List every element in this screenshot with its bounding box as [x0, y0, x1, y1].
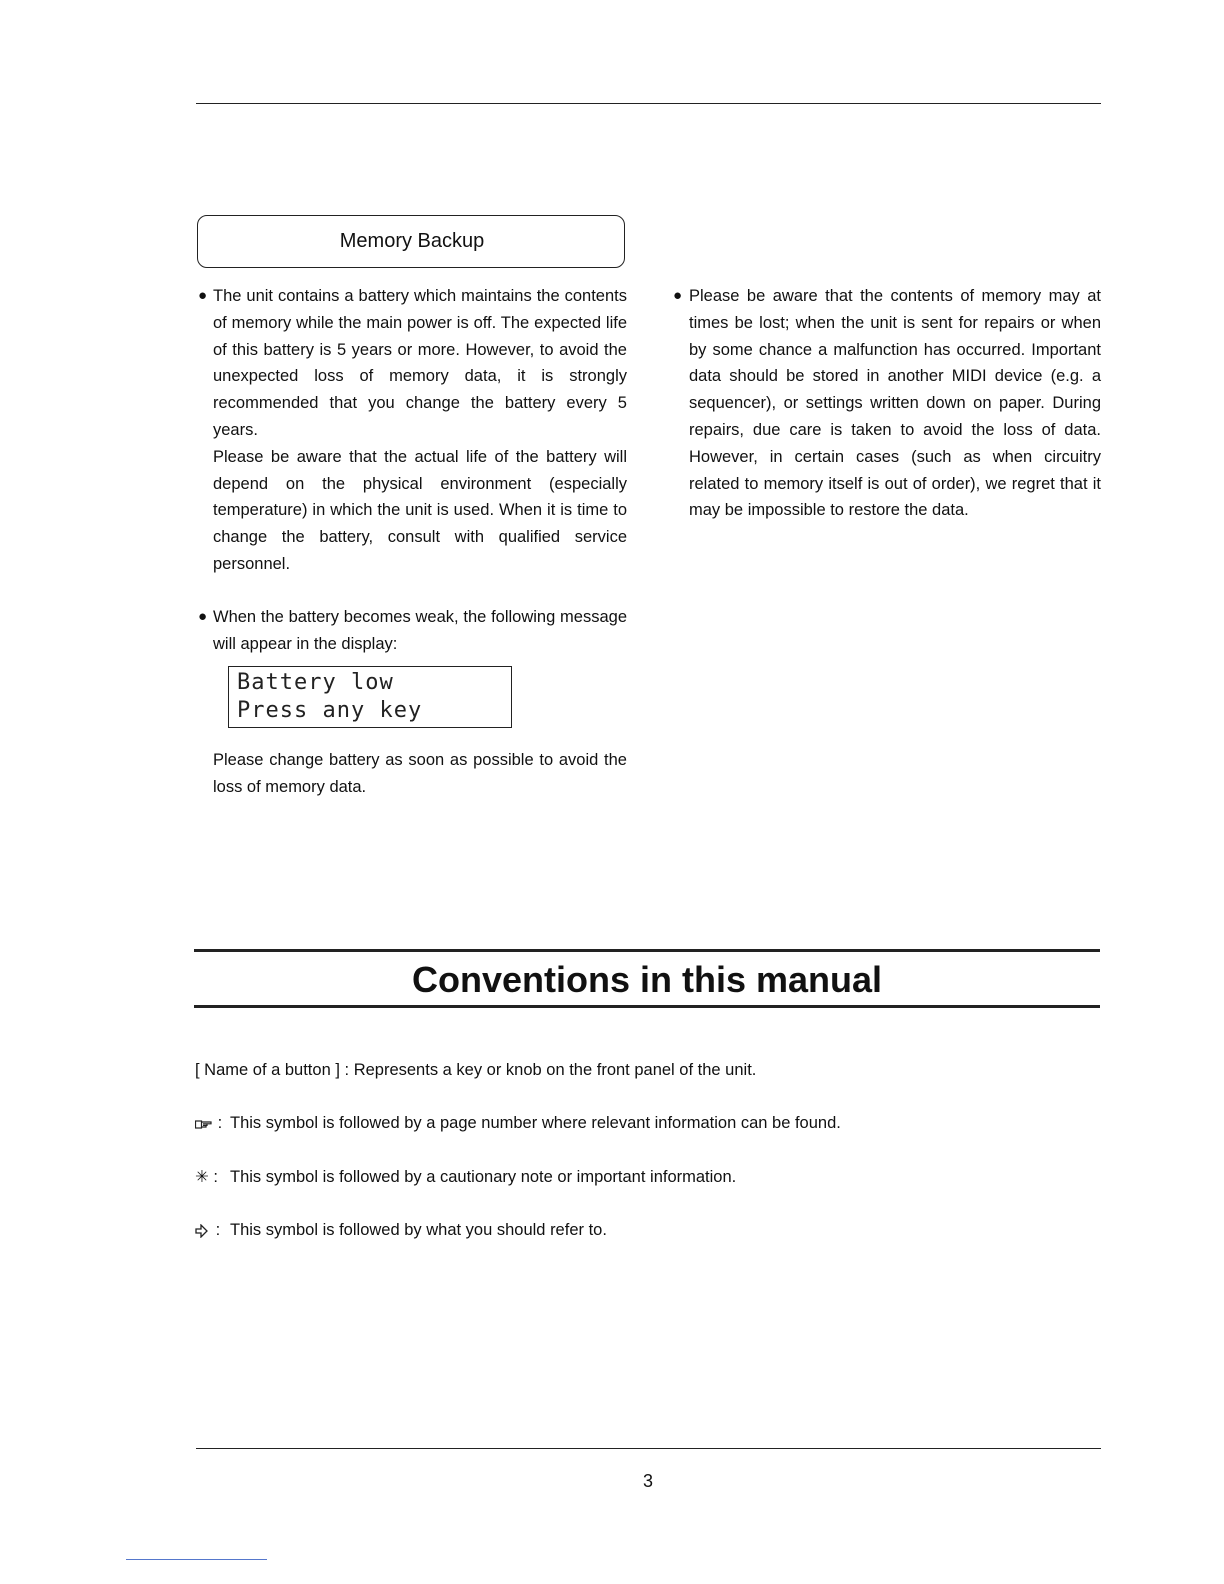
convention-page-reference — [195, 1111, 841, 1135]
conventions-title: Conventions in this manual — [411, 959, 883, 1000]
bullet-icon: ● — [673, 287, 683, 304]
convention-symbol — [195, 1218, 230, 1242]
battery-weak-text: When the battery becomes weak, the following message will appear in the display: — [213, 607, 627, 653]
page-number: 3 — [642, 1471, 653, 1491]
convention-colon: : — [215, 1221, 221, 1239]
lcd-display — [228, 666, 512, 728]
memory-backup-heading-text: Memory Backup — [339, 230, 485, 252]
convention-symbol — [195, 1111, 230, 1135]
battery-weak-bullet — [198, 604, 627, 658]
battery-environment-text: Please be aware that the actual life of the battery will depend on the physical environment (especially temperature) in which the unit is used. When it is time to change the battery, consult with qualified service personnel. — [213, 447, 627, 573]
arrow-hollow-icon — [195, 1224, 211, 1238]
pointing-hand-icon — [195, 1118, 213, 1130]
convention-text: Represents a key or knob on the front panel of the unit. — [353, 1061, 757, 1079]
bottom-rule — [196, 1448, 1101, 1449]
top-rule — [196, 103, 1101, 104]
memory-loss-text: Please be aware that the contents of memory may at times be lost; when the unit is sent for repairs or when by some chance a malfunction has occurred. Important data should be stored in another MIDI device (e.g. a sequencer), or settings written down on paper. During repairs, due care is taken to avoid the loss of data. However, in certain cases (such as when circuitry related to memory itself is out of order), we regret that it may be impossible to restore the data. — [689, 287, 1101, 520]
bullet-icon: ● — [198, 607, 208, 625]
convention-text: This symbol is followed by a page number where relevant information can be found. — [230, 1114, 841, 1132]
change-battery-text: Please change battery as soon as possible to avoid the loss of memory data. — [213, 751, 627, 796]
convention-button-name — [195, 1058, 756, 1082]
lcd-line-2: Press any key — [237, 698, 423, 723]
memory-backup-heading — [197, 215, 625, 268]
convention-colon: : — [217, 1114, 223, 1132]
footer-line — [126, 1559, 267, 1560]
lcd-line-1: Battery low — [237, 670, 394, 695]
convention-caution — [195, 1165, 736, 1189]
battery-info-bullet — [198, 283, 627, 444]
battery-life-text: The unit contains a battery which maintains the contents of memory while the main power is off. The expected life of this battery is 5 years or more. However, to avoid the unexpected loss of memory data, it is strongly recommended that you change the battery every 5 years. — [213, 287, 627, 439]
convention-refer-to — [195, 1218, 607, 1242]
left-column — [198, 283, 627, 657]
memory-loss-bullet — [673, 283, 1101, 524]
right-column — [673, 283, 1101, 524]
convention-symbol: ✳ : — [195, 1168, 218, 1186]
bullet-icon: ● — [198, 287, 208, 304]
convention-text: This symbol is followed by what you should refer to. — [230, 1221, 607, 1239]
convention-symbol: [ Name of a button ] : — [195, 1061, 350, 1079]
conventions-bottom-rule — [194, 1005, 1100, 1008]
convention-text: This symbol is followed by a cautionary note or important information. — [230, 1168, 737, 1186]
conventions-top-rule — [194, 949, 1100, 952]
